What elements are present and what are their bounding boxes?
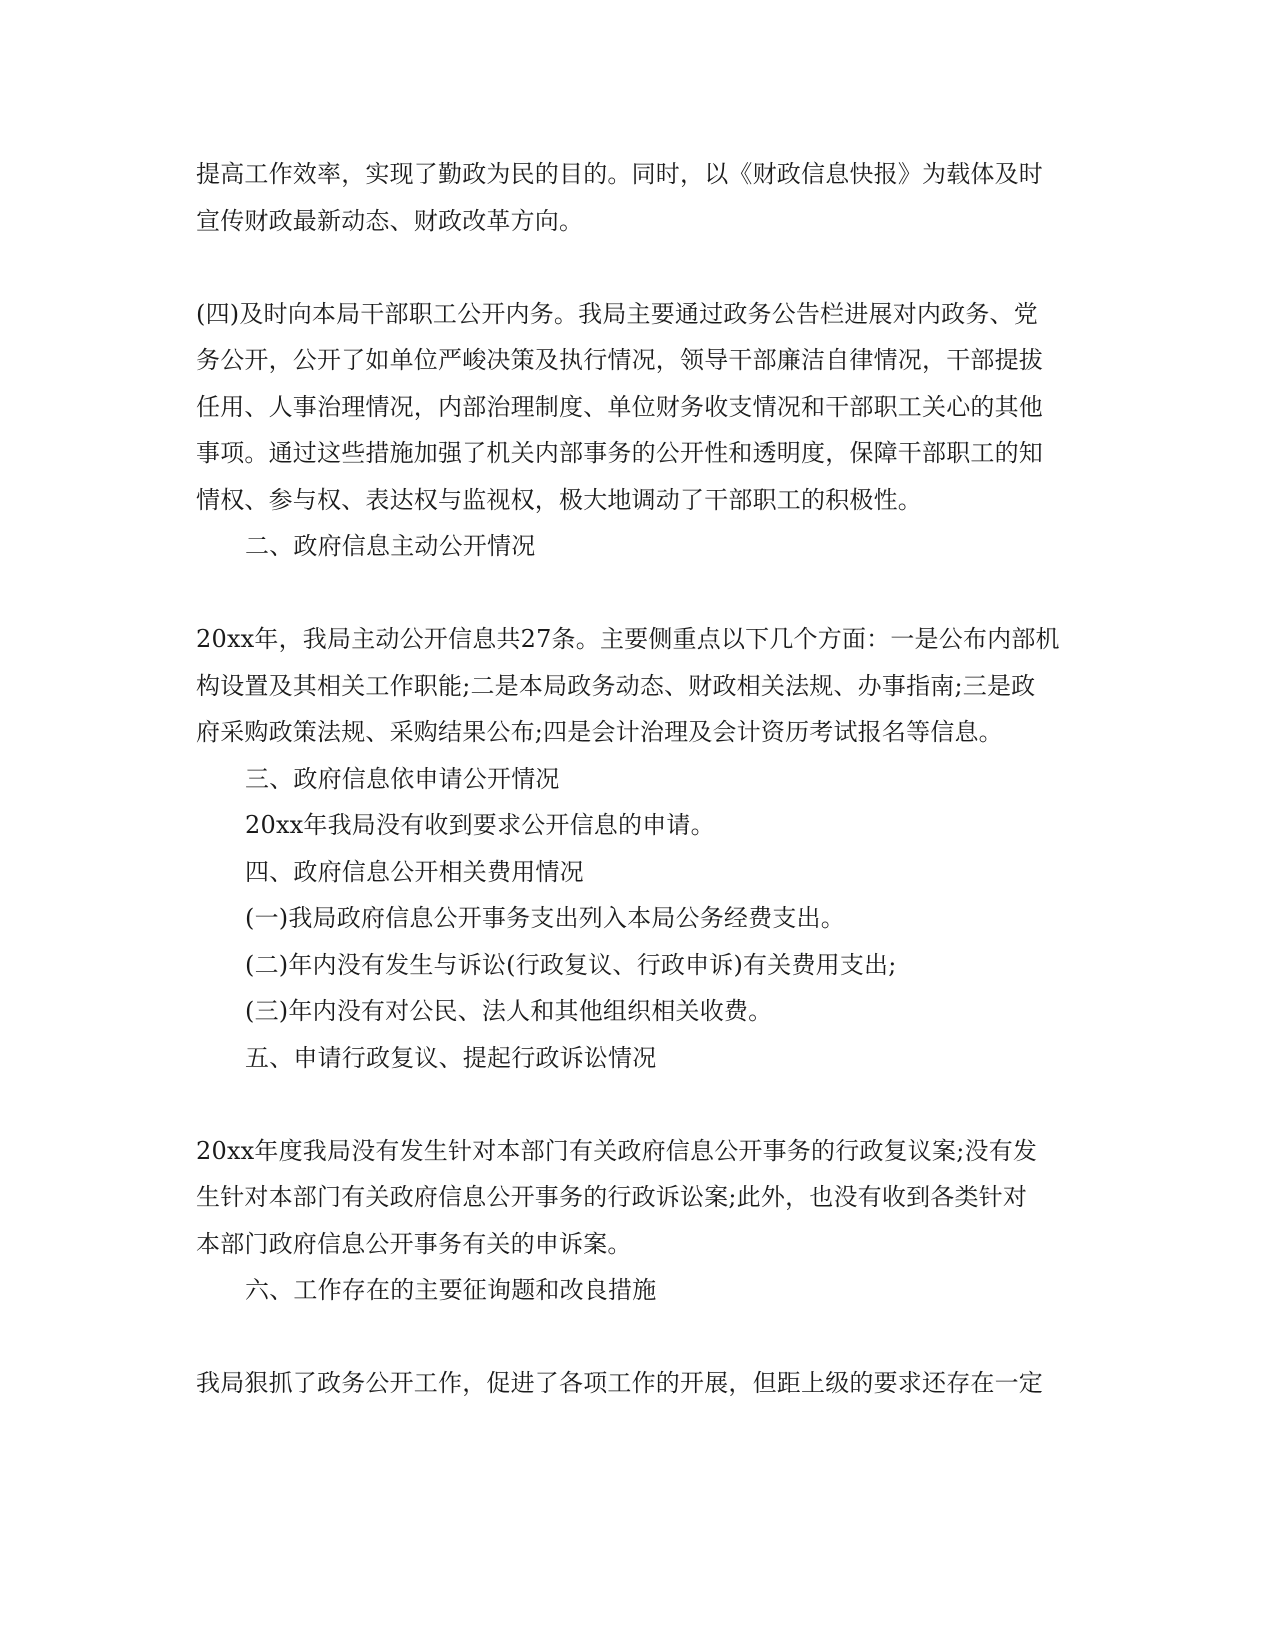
paragraph-line: 20xx年度我局没有发生针对本部门有关政府信息公开事务的行政复议案;没有发 [196,1137,1038,1165]
paragraph-line: 宣传财政最新动态、财政改革方向。 [196,207,584,235]
paragraph-line: 本部门政府信息公开事务有关的申诉案。 [196,1230,632,1258]
paragraph-line: 20xx年，我局主动公开信息共27条。主要侧重点以下几个方面：一是公布内部机 [196,625,1060,653]
paragraph-line: 20xx年我局没有收到要求公开信息的申请。 [245,811,715,839]
paragraph-line: 构设置及其相关工作职能;二是本局政务动态、财政相关法规、办事指南;三是政 [196,672,1036,700]
paragraph-line: 务公开，公开了如单位严峻决策及执行情况，领导干部廉洁自律情况，干部提拔 [196,346,1043,374]
paragraph-line: (一)我局政府信息公开事务支出列入本局公务经费支出。 [245,904,845,932]
section-heading: 二、政府信息主动公开情况 [245,532,536,560]
paragraph-line: (三)年内没有对公民、法人和其他组织相关收费。 [245,997,773,1025]
paragraph-line: 我局狠抓了政务公开工作，促进了各项工作的开展，但距上级的要求还存在一定 [196,1369,1043,1397]
paragraph-line: (四)及时向本局干部职工公开内务。我局主要通过政务公告栏进展对内政务、党 [196,300,1038,328]
section-heading: 六、工作存在的主要征询题和改良措施 [245,1276,657,1304]
paragraph-line: 生针对本部门有关政府信息公开事务的行政诉讼案;此外，也没有收到各类针对 [196,1183,1028,1211]
section-heading: 四、政府信息公开相关费用情况 [245,858,584,886]
paragraph-line: 提高工作效率，实现了勤政为民的目的。同时，以《财政信息快报》为载体及时 [196,160,1043,188]
section-heading: 五、申请行政复议、提起行政诉讼情况 [245,1044,657,1072]
paragraph-line: (二)年内没有发生与诉讼(行政复议、行政申诉)有关费用支出; [245,951,897,979]
paragraph-line: 情权、参与权、表达权与监视权，极大地调动了干部职工的积极性。 [196,486,922,514]
paragraph-line: 任用、人事治理情况，内部治理制度、单位财务收支情况和干部职工关心的其他 [196,393,1043,421]
section-heading: 三、政府信息依申请公开情况 [245,765,560,793]
paragraph-line: 府采购政策法规、采购结果公布;四是会计治理及会计资历考试报名等信息。 [196,718,1003,746]
paragraph-line: 事项。通过这些措施加强了机关内部事务的公开性和透明度，保障干部职工的知 [196,439,1043,467]
